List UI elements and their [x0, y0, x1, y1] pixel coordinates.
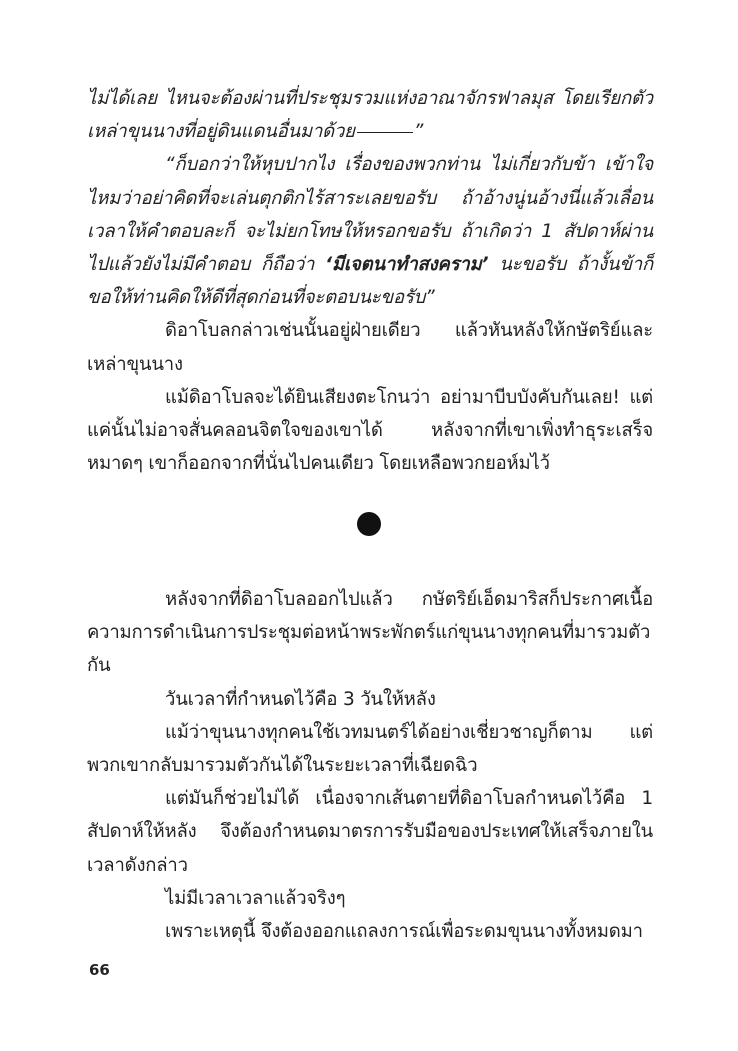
text-block-top: [87, 82, 653, 480]
paragraph-dialogue: [87, 148, 653, 314]
section-break-bullet-icon: [357, 512, 381, 536]
closing-quote: ”: [413, 121, 424, 143]
dialogue-text-end: นะขอรับ ถ้างั้นข้าก็ขอให้ท่านคิดให้ดีที่สุดก่อนที่จะตอบนะขอรับ”: [87, 254, 653, 309]
paragraph: แต่มันก็ช่วยไม่ได้ เนื่องจากเส้นตายที่ดิอาโบลกำหนดไว้คือ 1 สัปดาห์ให้หลัง จึงต้องกำหนดมาตรการรับมือของประเทศให้เสร็จภายในเวลาดังกล่าว: [87, 788, 653, 876]
paragraph-text: ไม่ได้เลย ไหนจะต้องผ่านที่ประชุมรวมแห่งอาณาจักรฟาลมุส โดยเรียกตัวเหล่าขุนนางที่อยู่ดินแดนอื่นมาด้วย: [87, 88, 653, 143]
dialogue-text: “ก็บอกว่าให้หุบปากไง เรื่องของพวกท่าน ไม่เกี่ยวกับข้า เข้าใจไหมว่าอย่าคิดที่จะเล่นตุกติกไร้สาระเลยขอรับ ถ้าอ้างนู่นอ้างนี่แล้วเลื่อนเวลาให้คำตอบละก็ จะไม่ยกโทษให้หรอกขอรับ ถ้าเกิดว่า 1 สัปดาห์ผ่านไปแล้วยังไม่มีคำตอบ ก็ถือว่า: [87, 154, 653, 276]
paragraph: แม้ว่าขุนนางทุกคนใช้เวทมนตร์ได้อย่างเชี่ยวชาญก็ตาม แต่พวกเขากลับมารวมตัวกันได้ในระยะเวลาที่เฉียดฉิว: [87, 721, 653, 777]
paragraph: ไม่มีเวลาเวลาแล้วจริงๆ: [165, 887, 346, 909]
paragraph: หลังจากที่ดิอาโบลออกไปแล้ว กษัตริย์เอ็ดมาริสก็ประกาศเนื้อความการดำเนินการประชุมต่อหน้าพระพักตร์แก่ขุนนางทุกคนที่มารวมตัวกัน: [87, 589, 653, 677]
text-block-bottom: [87, 583, 653, 948]
dash-line: [357, 132, 413, 133]
paragraph: เพราะเหตุนี้ จึงต้องออกแถลงการณ์เพื่อระดมขุนนางทั้งหมดมา: [165, 921, 643, 943]
paragraph: วันเวลาที่กำหนดไว้คือ 3 วันให้หลัง: [165, 688, 436, 710]
page-number: 66: [89, 961, 110, 979]
paragraph-dialogue-end: [87, 82, 653, 148]
paragraph: แม้ดิอาโบลจะได้ยินเสียงตะโกนว่า อย่ามาบีบบังคับกันเลย! แต่แค่นั้นไม่อาจสั่นคลอนจิตใจของเขาได้ หลังจากที่เขาเพิ่งทำธุระเสร็จหมาดๆ เขาก็ออกจากที่นั่นไปคนเดียว โดยเหลือพวกยอห์มไว้: [87, 386, 653, 475]
paragraph: ดิอาโบลกล่าวเช่นนั้นอยู่ฝ่ายเดียว แล้วหันหลังให้กษัตริย์และเหล่าขุนนาง: [87, 320, 653, 375]
emphasized-phrase: ‘มีเจตนาทำสงคราม’: [325, 254, 489, 276]
